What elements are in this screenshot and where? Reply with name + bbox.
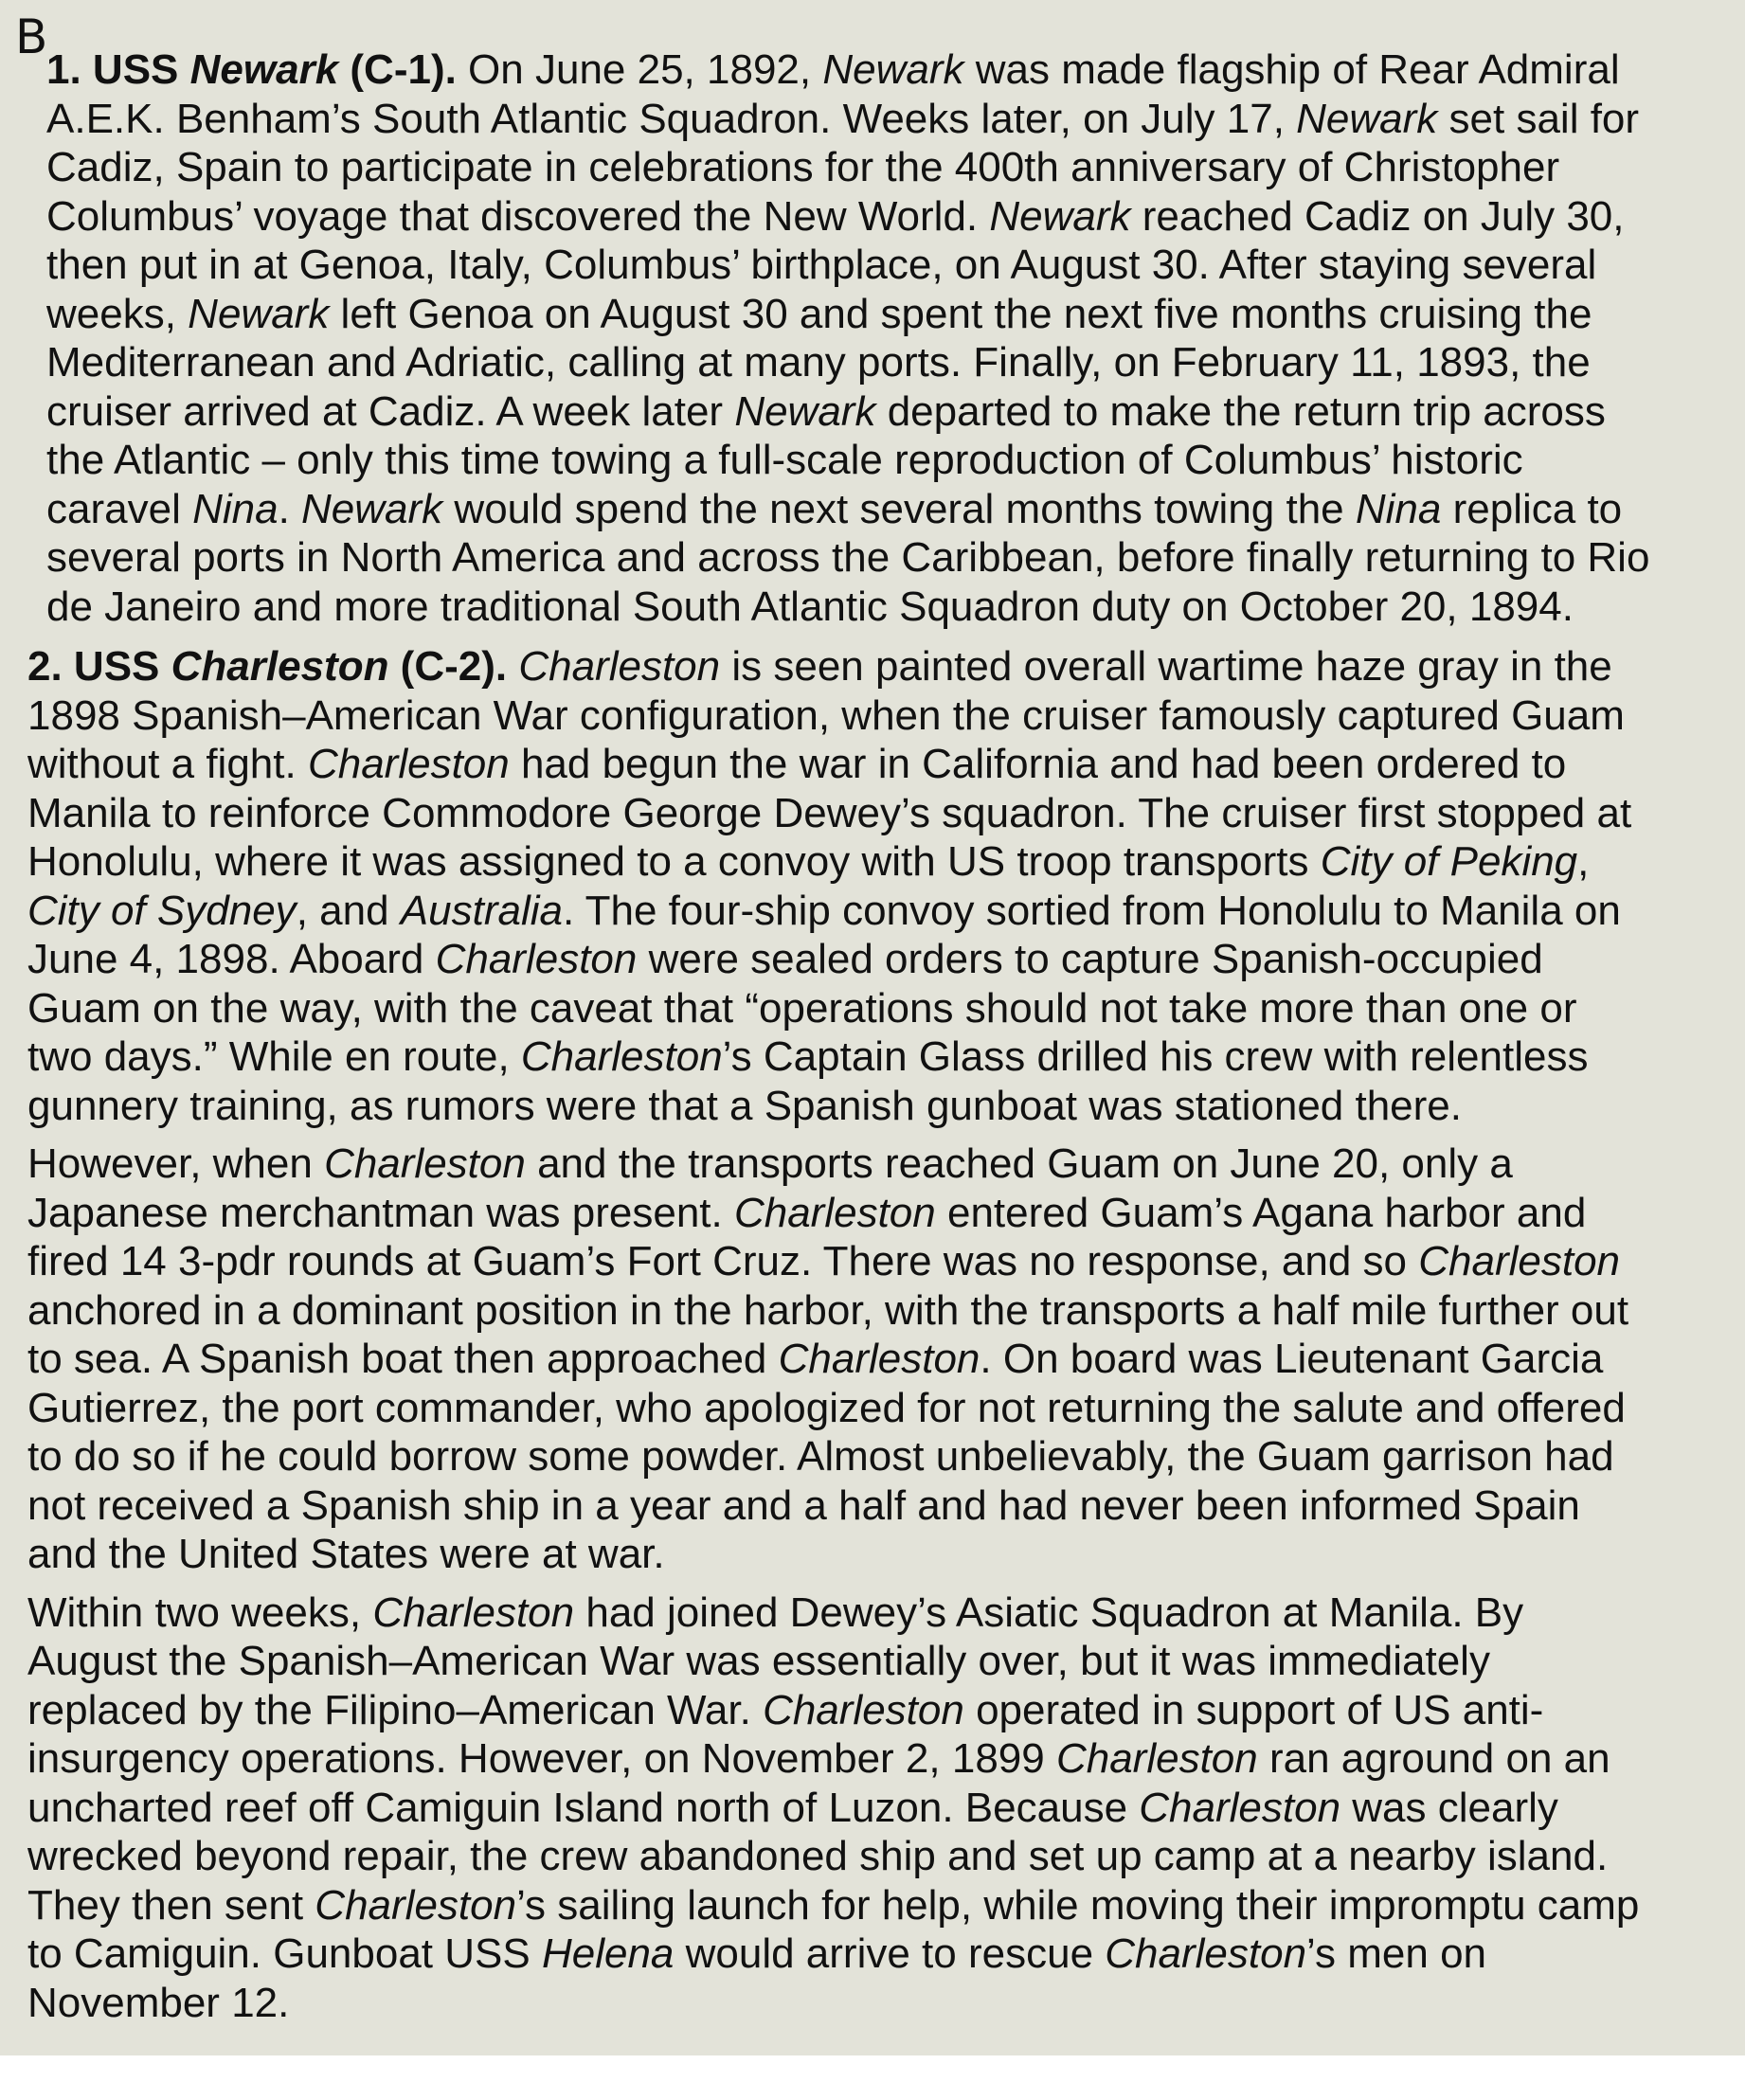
body-text: would spend the next several months towing the xyxy=(442,485,1356,532)
paragraph-newark xyxy=(46,45,1742,631)
body-text: entered Guam’s Agana harbor and fired 14 3-pdr rounds at Guam’s Fort Cruz. There was no response, and so xyxy=(27,1189,1587,1284)
body-text: departed to make the return trip across the Atlantic – only this time towing a full-scale reproduction of Columbus’ historic caravel xyxy=(46,387,1606,532)
paragraph-charleston-3 xyxy=(27,1588,1733,2028)
paragraph-charleston-2 xyxy=(27,1140,1733,1579)
italic-text: Helena xyxy=(541,1930,675,1977)
body-text: ran aground on an uncharted reef off Camiguin Island north of Luzon. Because xyxy=(27,1735,1610,1831)
italic-text: Nina xyxy=(192,485,279,532)
italic-text: Charleston xyxy=(307,741,510,787)
body-text: is seen painted overall wartime haze gray in the 1898 Spanish–American War configuration, when the cruiser famously captured Guam without a fight. xyxy=(27,643,1625,787)
italic-text: Charleston xyxy=(315,1881,517,1929)
body-text: had joined Dewey’s Asiatic Squadron at Manila. By August the Spanish–American War was essentially over, but it was immediately replaced by the Filipino–American War. xyxy=(27,1588,1524,1733)
body-text: ’s men on November 12. xyxy=(27,1930,1487,2026)
body-text: . On board was Lieutenant Garcia Gutierrez, the port commander, who apologized for not returning the salute and offered to do so if he could borrow some powder. Almost unbelievably, the Guam garrison had not received a Spanish ship in a year and a half and had never been informed Spain and the United States were at war. xyxy=(27,1336,1626,1577)
body-text: , xyxy=(1577,838,1590,885)
paragraph-charleston-1 xyxy=(27,642,1733,1130)
body-text: , and xyxy=(296,887,401,934)
heading-newark: 1. USS Newark (C-1). xyxy=(46,46,457,93)
body-text: Within two weeks, xyxy=(27,1588,373,1636)
italic-text: City of Peking xyxy=(1320,838,1578,885)
italic-text: Newark xyxy=(188,290,330,337)
italic-text: Newark xyxy=(989,192,1131,240)
body-text: . The four-ship convoy sortied from Honolulu to Manila on June 4, 1898. Aboard xyxy=(27,887,1621,982)
heading-charleston: 2. USS Charleston (C-2). xyxy=(27,643,508,690)
italic-text: Newark xyxy=(1296,95,1438,142)
italic-text: Charleston xyxy=(1105,1930,1307,1977)
section-charleston xyxy=(27,642,1733,2037)
italic-text: Charleston xyxy=(1055,1735,1258,1782)
body-text: reached Cadiz on July 30, then put in at Genoa, Italy, Columbus’ birthplace, on August 30. After staying several weeks, xyxy=(46,192,1625,337)
body-text: set sail for Cadiz, Spain to participate in celebrations for the 400th anniversary of Christopher Columbus’ voyage that discovered the New World. xyxy=(46,95,1640,240)
section-newark xyxy=(46,45,1742,640)
italic-text: Newark xyxy=(734,387,876,435)
italic-text: Nina xyxy=(1355,485,1442,532)
body-text: ’s sailing launch for help, while moving their impromptu camp to Camiguin. Gunboat USS xyxy=(27,1881,1640,1977)
body-text: ’s Captain Glass drilled his crew with relentless gunnery training, as rumors were that a Spanish gunboat was stationed there. xyxy=(27,1033,1589,1129)
body-text: had begun the war in California and had been ordered to Manila to reinforce Commodore George Dewey’s squadron. The cruiser first stopped at Honolulu, where it was assigned to a convoy with US troop transports xyxy=(27,741,1632,885)
italic-text: Newark xyxy=(822,46,964,93)
body-text: anchored in a dominant position in the harbor, with the transports a half mile further out to sea. A Spanish boat then approached xyxy=(27,1286,1629,1382)
body-text: were sealed orders to capture Spanish-occupied Guam on the way, with the caveat that “operations should not take more than one or two days.” While en route, xyxy=(27,936,1577,1080)
italic-text: Charleston xyxy=(778,1336,980,1382)
italic-text: Charleston xyxy=(520,1033,723,1080)
italic-text: Charleston xyxy=(1139,1784,1341,1831)
body-text: would arrive to rescue xyxy=(674,1930,1106,1977)
body-text: was clearly wrecked beyond repair, the crew abandoned ship and set up camp at a nearby island. They then sent xyxy=(27,1784,1609,1929)
italic-text: Charleston xyxy=(324,1140,526,1187)
body-text: and the transports reached Guam on June 20, only a Japanese merchantman was present. xyxy=(27,1140,1513,1236)
italic-text: Charleston xyxy=(763,1686,964,1733)
italic-text: City of Sydney xyxy=(27,887,297,934)
italic-text: Charleston xyxy=(518,643,721,690)
body-text: operated in support of US anti- insurgency operations. However, on November 2, 1899 xyxy=(27,1686,1544,1782)
italic-text: Charleston xyxy=(733,1189,936,1236)
body-text: was made flagship of Rear Admiral A.E.K. Benham’s South Atlantic Squadron. Weeks later, on July 17, xyxy=(46,46,1620,142)
body-text: . xyxy=(278,485,302,532)
italic-text: Charleston xyxy=(435,936,638,982)
body-text xyxy=(507,643,518,690)
body-text: replica to several ports in North America and across the Caribbean, before finally returning to Rio de Janeiro and more traditional South Atlantic Squadron duty on October 20, 1894. xyxy=(46,485,1650,630)
corner-label: B xyxy=(15,9,48,64)
italic-text: Charleston xyxy=(372,1588,575,1636)
italic-text: Australia xyxy=(400,887,563,934)
body-text: On June 25, 1892, xyxy=(456,46,823,93)
italic-text: Charleston xyxy=(1418,1238,1621,1284)
italic-text: Newark xyxy=(301,485,443,532)
body-text: left Genoa on August 30 and spent the next five months cruising the Mediterranean and Adriatic, calling at many ports. Finally, on February 11, 1893, the cruiser arrived at Cadiz. A week later xyxy=(46,290,1592,435)
body-text: However, when xyxy=(27,1140,325,1187)
